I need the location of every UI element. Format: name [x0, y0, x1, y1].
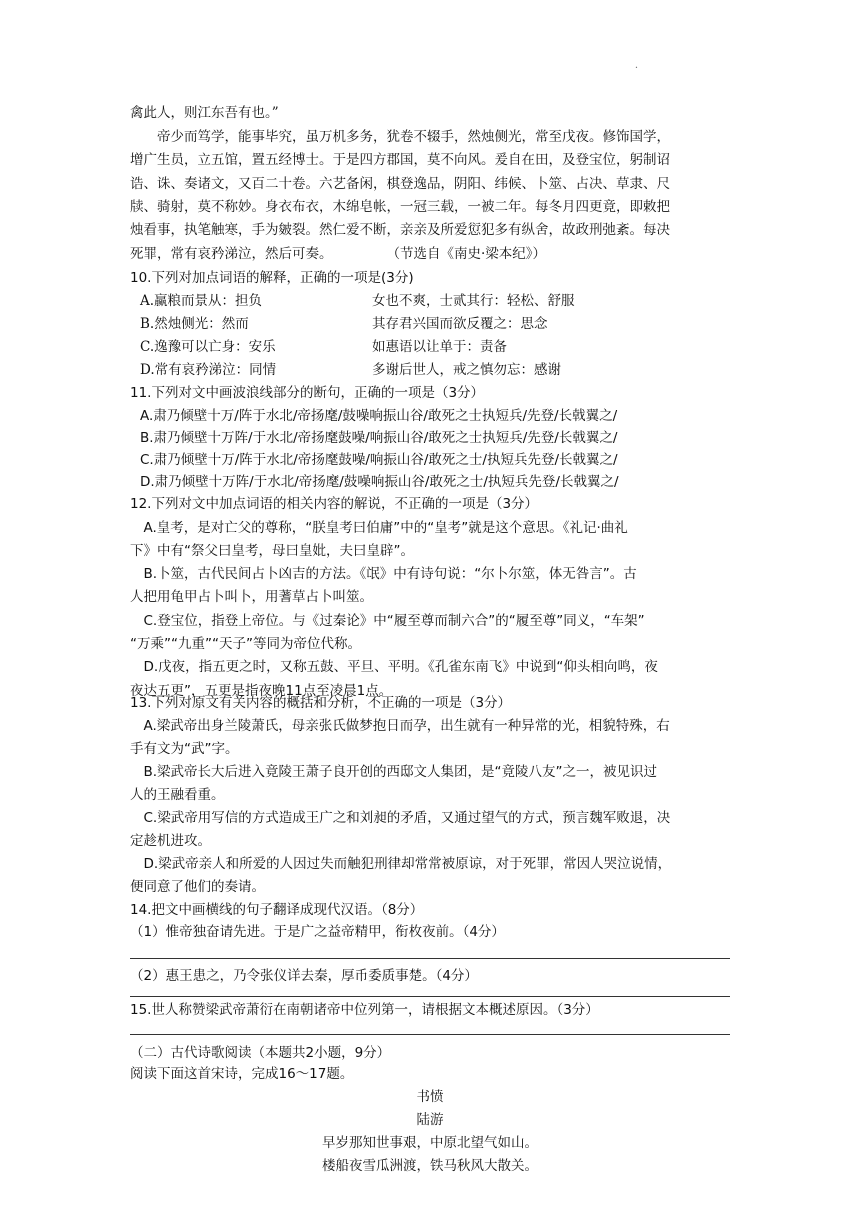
question-13: 13.下列对原文有关内容的概括和分析，不正确的一项是（3分）: [130, 695, 512, 711]
question-15: 15.世人称赞梁武帝萧衍在南朝诸帝中位列第一，请根据文本概述原因。（3分）: [130, 1002, 599, 1018]
section-heading: （二）古代诗歌阅读（本题共2小题，9分）: [130, 1045, 391, 1061]
text-line: D.戊夜，指五更之时，又称五鼓、平旦、平明。《孔雀东南飞》中说到“仰头相向鸣，夜: [130, 659, 658, 675]
q10-option-d-right: 多谢后世人，戒之慎勿忘：感谢: [372, 362, 561, 378]
corner-mark: .: [634, 60, 638, 71]
text-line: 定趁机进攻。: [130, 833, 211, 849]
q10-option-c-right: 如惠语以让单于：责备: [372, 339, 507, 355]
q11-option: B.肃乃倾壁十万阵/于水北/帝扬麾鼓噪/响振山谷/敢死之士执短兵/先登/长戟翼之/: [140, 430, 618, 446]
text-line: “万乘”“九重”“天子”等同为帝位代称。: [130, 636, 361, 652]
text-line: 牍、骑射，莫不称妙。身衣布衣，木绵皂帐，一冠三载，一被二年。每冬月四更竟，即敕把: [130, 199, 670, 215]
question-14: 14.把文中画横线的句子翻译成现代汉语。（8分）: [130, 902, 424, 918]
text-line: C.梁武帝用写信的方式造成王广之和刘昶的矛盾，又通过望气的方式，预言魏军败退，决: [130, 810, 671, 826]
q10-option-b-left: B.然烛侧光：然而: [140, 316, 249, 332]
text-line: （1）惟帝独奋请先进。于是广之益帝精甲，衔枚夜前。（4分）: [130, 924, 505, 940]
answer-line: [130, 958, 730, 959]
question-10: 10.下列对加点词语的解释，正确的一项是(3分): [130, 270, 414, 286]
poem-line: 早岁那知世事艰，中原北望气如山。: [322, 1135, 538, 1151]
answer-line: [130, 1034, 730, 1035]
text-line: A.皇考，是对亡父的尊称，“朕皇考曰伯庸”中的“皇考”就是这个意思。《礼记·曲礼: [130, 520, 628, 536]
poem-title: 书愤: [416, 1089, 444, 1105]
text-line: A.梁武帝出身兰陵萧氏，母亲张氏做梦抱日而孕，出生就有一种异常的光，相貌特殊，右: [130, 718, 670, 734]
text-line: 禽此人，则江东吾有也。”: [130, 105, 279, 121]
text-line: （2）惠王患之，乃令张仪详去秦，厚币委质事楚。（4分）: [130, 968, 478, 984]
text-line: B.卜筮，古代民间占卜凶吉的方法。《氓》中有诗句说：“尔卜尔筮，体无咎言”。古: [130, 566, 637, 582]
text-line: 人的王融看重。: [130, 787, 225, 803]
text-line: D.梁武帝亲人和所爱的人因过失而触犯刑律却常常被原谅，对于死罪，常因人哭泣说情，: [130, 856, 672, 872]
text-line: 人把用龟甲占卜叫卜，用蓍草占卜叫筮。: [130, 589, 373, 605]
poem-author: 陆游: [416, 1112, 444, 1128]
text-line: 死罪，常有哀矜涕泣，然后可奏。 （节选自《南史·梁本纪》）: [130, 246, 547, 262]
text-line: 增广生员，立五馆，置五经博士。于是四方郡国，莫不向风。爰自在田，及登宝位，躬制诏: [130, 152, 670, 168]
text-line: C.登宝位，指登上帝位。与《过秦论》中“履至尊而制六合”的“履至尊”同义，“车架”: [130, 613, 645, 629]
question-12: 12.下列对文中加点词语的相关内容的解说，不正确的一项是（3分）: [130, 496, 539, 512]
q11-option: C.肃乃倾壁十万/阵于水北/帝扬麾鼓噪/响振山谷/敢死之士/执短兵先登/长戟翼之/: [140, 452, 618, 468]
text-line: 便同意了他们的奏请。: [130, 879, 265, 895]
question-11: 11.下列对文中画波浪线部分的断句，正确的一项是（3分）: [130, 385, 485, 401]
q11-option: A.肃乃倾壁十万/阵于水北/帝扬麾/鼓噪响振山谷/敢死之士执短兵/先登/长戟翼之/: [140, 408, 618, 424]
poem-line: 楼船夜雪瓜洲渡，铁马秋风大散关。: [322, 1158, 538, 1174]
text-line: 夜达五更”，五更是指夜晚11点至凌晨1点。: [130, 683, 393, 699]
text-line: 下》中有“祭父曰皇考，母曰皇妣，夫曰皇辟”。: [130, 543, 414, 559]
q10-option-d-left: D.常有哀矜涕泣：同情: [140, 362, 277, 378]
text-line: 诰、诛、奏诸文，又百二十卷。六艺备闲，棋登逸品，阴阳、纬候、卜筮、占决、草隶、尺: [130, 176, 670, 192]
q10-option-c-left: C.逸豫可以亡身：安乐: [140, 339, 276, 355]
q10-option-a-right: 女也不爽，士贰其行：轻松、舒服: [372, 293, 575, 309]
answer-line: [130, 996, 730, 997]
q10-option-b-right: 其存君兴国而欲反覆之：思念: [372, 316, 548, 332]
text-line: 烛看事，执笔触寒，手为皴裂。然仁爱不断，亲亲及所爱愆犯多有纵舍，故政刑弛紊。每决: [130, 222, 670, 238]
q11-option: D.肃乃倾壁十万阵/于水北/帝扬麾/鼓噪响振山谷/敢死之士/执短兵先登/长戟翼之/: [140, 474, 619, 490]
text-line: 阅读下面这首宋诗，完成16～17题。: [130, 1066, 354, 1082]
q10-option-a-left: A.赢粮而景从：担负: [140, 293, 263, 309]
text-line: 帝少而笃学，能事毕究，虽万机多务，犹卷不辍手，然烛侧光，常至戊夜。修饰国学，: [130, 129, 670, 145]
text-line: B.梁武帝长大后进入竟陵王萧子良开创的西邸文人集团，是“竟陵八友”之一，被见识过: [130, 764, 658, 780]
text-line: 手有文为“武”字。: [130, 741, 239, 757]
